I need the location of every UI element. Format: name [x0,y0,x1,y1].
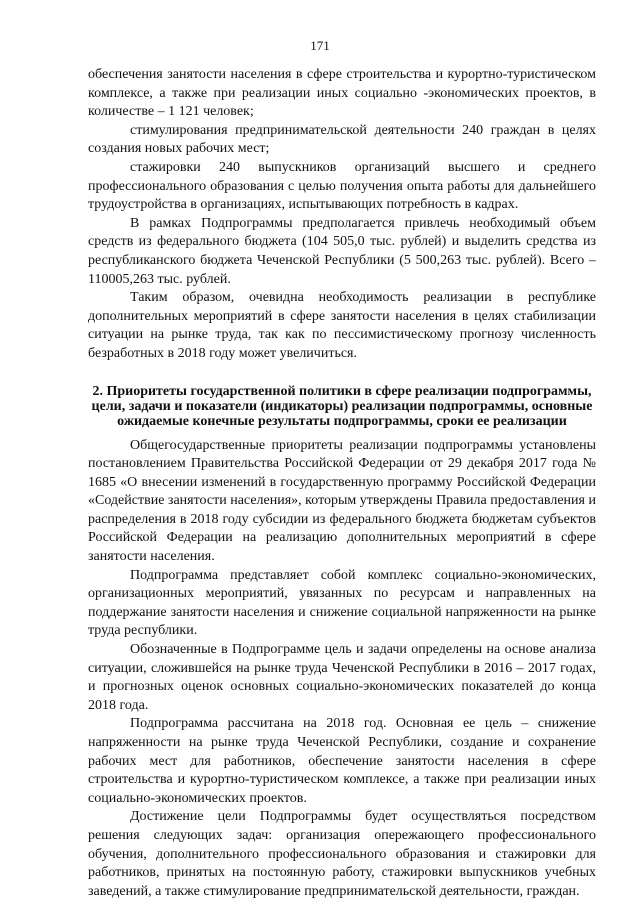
paragraph-employment-construction: обеспечения занятости населения в сфере строительства и курортно-туристическом комплексе, а также при реализации иных социально -экономических проектов, в количестве – 1 121 человек; [88,67,596,120]
paragraph-entrepreneurship: стимулирования предпринимательской деятельности 240 граждан в целях создания новых рабочих мест; [88,122,596,157]
paragraph-necessity: Таким образом, очевидна необходимость реализации в республике дополнительных мероприятий в сфере занятости населения в целях стабилизации ситуации на рынке труда, так как по пессимистическому прогнозу численность безработных в 2018 году может увеличиться. [88,290,596,361]
paragraph-funding: В рамках Подпрограммы предполагается привлечь необходимый объем средств из федерального бюджета (104 505,0 тыс. рублей) и выделить средства из республиканского бюджета Чеченской Республики (5 500,263 тыс. рублей). Всего – 110005,263 тыс. рублей. [88,215,596,287]
page-number: 171 [310,38,330,53]
body-text [88,66,596,901]
paragraph-tasks: Достижение цели Подпрограммы будет осуществляться посредством решения следующих задач: организация опережающего профессионального обучения, дополнительного профессионального образования и стажировки для работников, принятых на постоянную работу, стажировки выпускников учебных заведений, а также стимулирование предпринимательской деятельности, граждан. [88,809,596,899]
paragraph-goals-basis: Обозначенные в Подпрограмме цель и задачи определены на основе анализа ситуации, сложившейся на рынке труда Чеченской Республики в 2016 – 2017 годах, и прогнозных оценок основных социально-экономических показателей до конца 2018 года. [88,642,596,713]
paragraph-subprogram-complex: Подпрограмма представляет собой комплекс социально-экономических, организационных мероприятий, увязанных по ресурсам и направленных на поддержание занятости населения и снижение социальной напряженности на рынке труда республики. [88,567,596,639]
paragraph-main-goal: Подпрограмма рассчитана на 2018 год. Основная ее цель – снижение напряженности на рынке труда Чеченской Республики, создание и сохранение рабочих мест для работников, обеспечение занятости населения в сфере строительства и курортно-туристическом комплексе, а также при реализации иных социально-экономических проектов. [88,716,596,806]
paragraph-internships: стажировки 240 выпускников организаций высшего и среднего профессионального образования с целью получения опыта работы для дальнейшего трудоустройства в организациях, испытывающих потребность в кадрах. [88,159,596,213]
paragraph-priorities: Общегосударственные приоритеты реализации подпрограммы установлены постановлением Правительства Российской Федерации от 29 декабря 2017 года № 1685 «О внесении изменений в государственную программу Российской Федерации «Содействие занятости населения», которым утверждены Правила предоставления и распределения в 2018 году субсидии из федерального бюджета бюджетам субъектов Российской Федерации на реализацию дополнительных мероприятий в сфере занятости населения. [88,437,596,565]
section-heading: 2. Приоритеты государственной политики в сфере реализации подпрограммы, цели, задачи и показатели (индикаторы) реализации подпрограммы, основные ожидаемые конечные результаты подпрограммы, сроки ее реализации [91,383,593,429]
